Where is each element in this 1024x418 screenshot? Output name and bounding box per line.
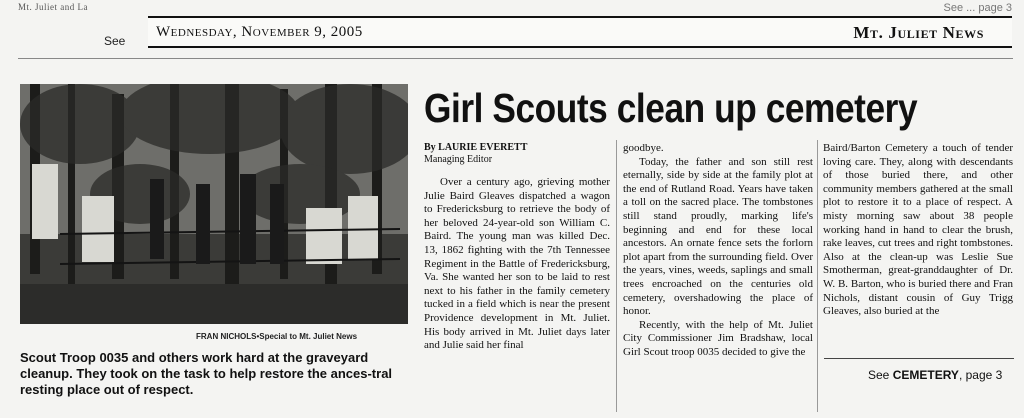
newspaper-header [148, 16, 1012, 48]
photo-credit: FRAN NICHOLS•Special to Mt. Juliet News [196, 332, 358, 341]
paper-name: Mt. Juliet News [853, 23, 984, 42]
see-fragment-left: See [104, 34, 126, 48]
section-divider [18, 58, 1013, 59]
issue-date: Wednesday, November 9, 2005 [156, 24, 363, 40]
see-keyword: CEMETERY [892, 368, 959, 382]
article-headline: Girl Scouts clean up cemetery [424, 85, 918, 131]
article-paragraph: Over a century ago, grieving mother Julie Baird Gleaves dispatched a wagon to Fredericksburg to retrieve the body of her beloved 24-year-old son William C. Baird. The young man was killed Dec. 13, 1862 fighting with the 7th Tennessee Regiment in the Battle of Fredericksburg, Va. She wanted her son to be laid to rest next to his father in the family cemetery tucked in a field which is near the present Providence development in Mt. Juliet. His body arrived in Mt. Juliet days later and Julie said her final [424, 176, 610, 352]
article-column-3 [823, 142, 1013, 319]
byline-title: Managing Editor [424, 154, 493, 165]
column-rule [616, 140, 617, 412]
cemetery-photo [20, 84, 408, 324]
article-paragraph: Recently, with the help of Mt. Juliet City Commissioner Jim Bradshaw, local Girl Scout troop 0035 decided to give the [623, 318, 813, 358]
byline-author: By LAURIE EVERETT [424, 142, 528, 153]
article-paragraph: Today, the father and son still rest eternally, side by side at the family plot at the end of Rutland Road. Years have taken a toll on the sacred place. The tombstones still stand proudly, marking life's beginning and end for these local ancestors. An ornate fence sets the forlorn plot apart from the surrounding field. Over the years, vines, weeds, saplings and small trees encroached on the centuries old cemetery, overshadowing the place of honor. [623, 155, 813, 318]
see-prefix: See [868, 368, 890, 382]
article-column-2 [623, 142, 813, 360]
continuation-rule [824, 358, 1014, 359]
column-rule [817, 140, 818, 412]
cemetery-photo-illustration [20, 84, 408, 324]
article-paragraph: goodbye. [623, 142, 664, 154]
previous-page-fragment: Mt. Juliet and La [18, 2, 88, 12]
photo-caption: Scout Troop 0035 and others work hard at the graveyard cleanup. They took on the task to help restore the ances-tral resting place out of respect. [20, 350, 393, 397]
article-column-1 [424, 176, 610, 353]
see-fragment-right: See ... page 3 [943, 2, 1012, 14]
see-suffix: , page 3 [958, 368, 1003, 382]
continued-on-page [868, 368, 1002, 382]
article-paragraph: Baird/Barton Cemetery a touch of tender loving care. They, along with descendants of those buried there, and other community members gathered at the small plot to restore it to a place of respect. A misty morning saw about 38 people working hand in hand to clear the brush, rake leaves, cut trees and right tombstones. Also at the clean-up was Leslie Sue Smotherman, great-granddaughter of Dr. W. B. Barton, who is buried there and Fran Nichols, distant cousin of Guy Trigg Gleaves, also buried at the [823, 142, 1013, 318]
